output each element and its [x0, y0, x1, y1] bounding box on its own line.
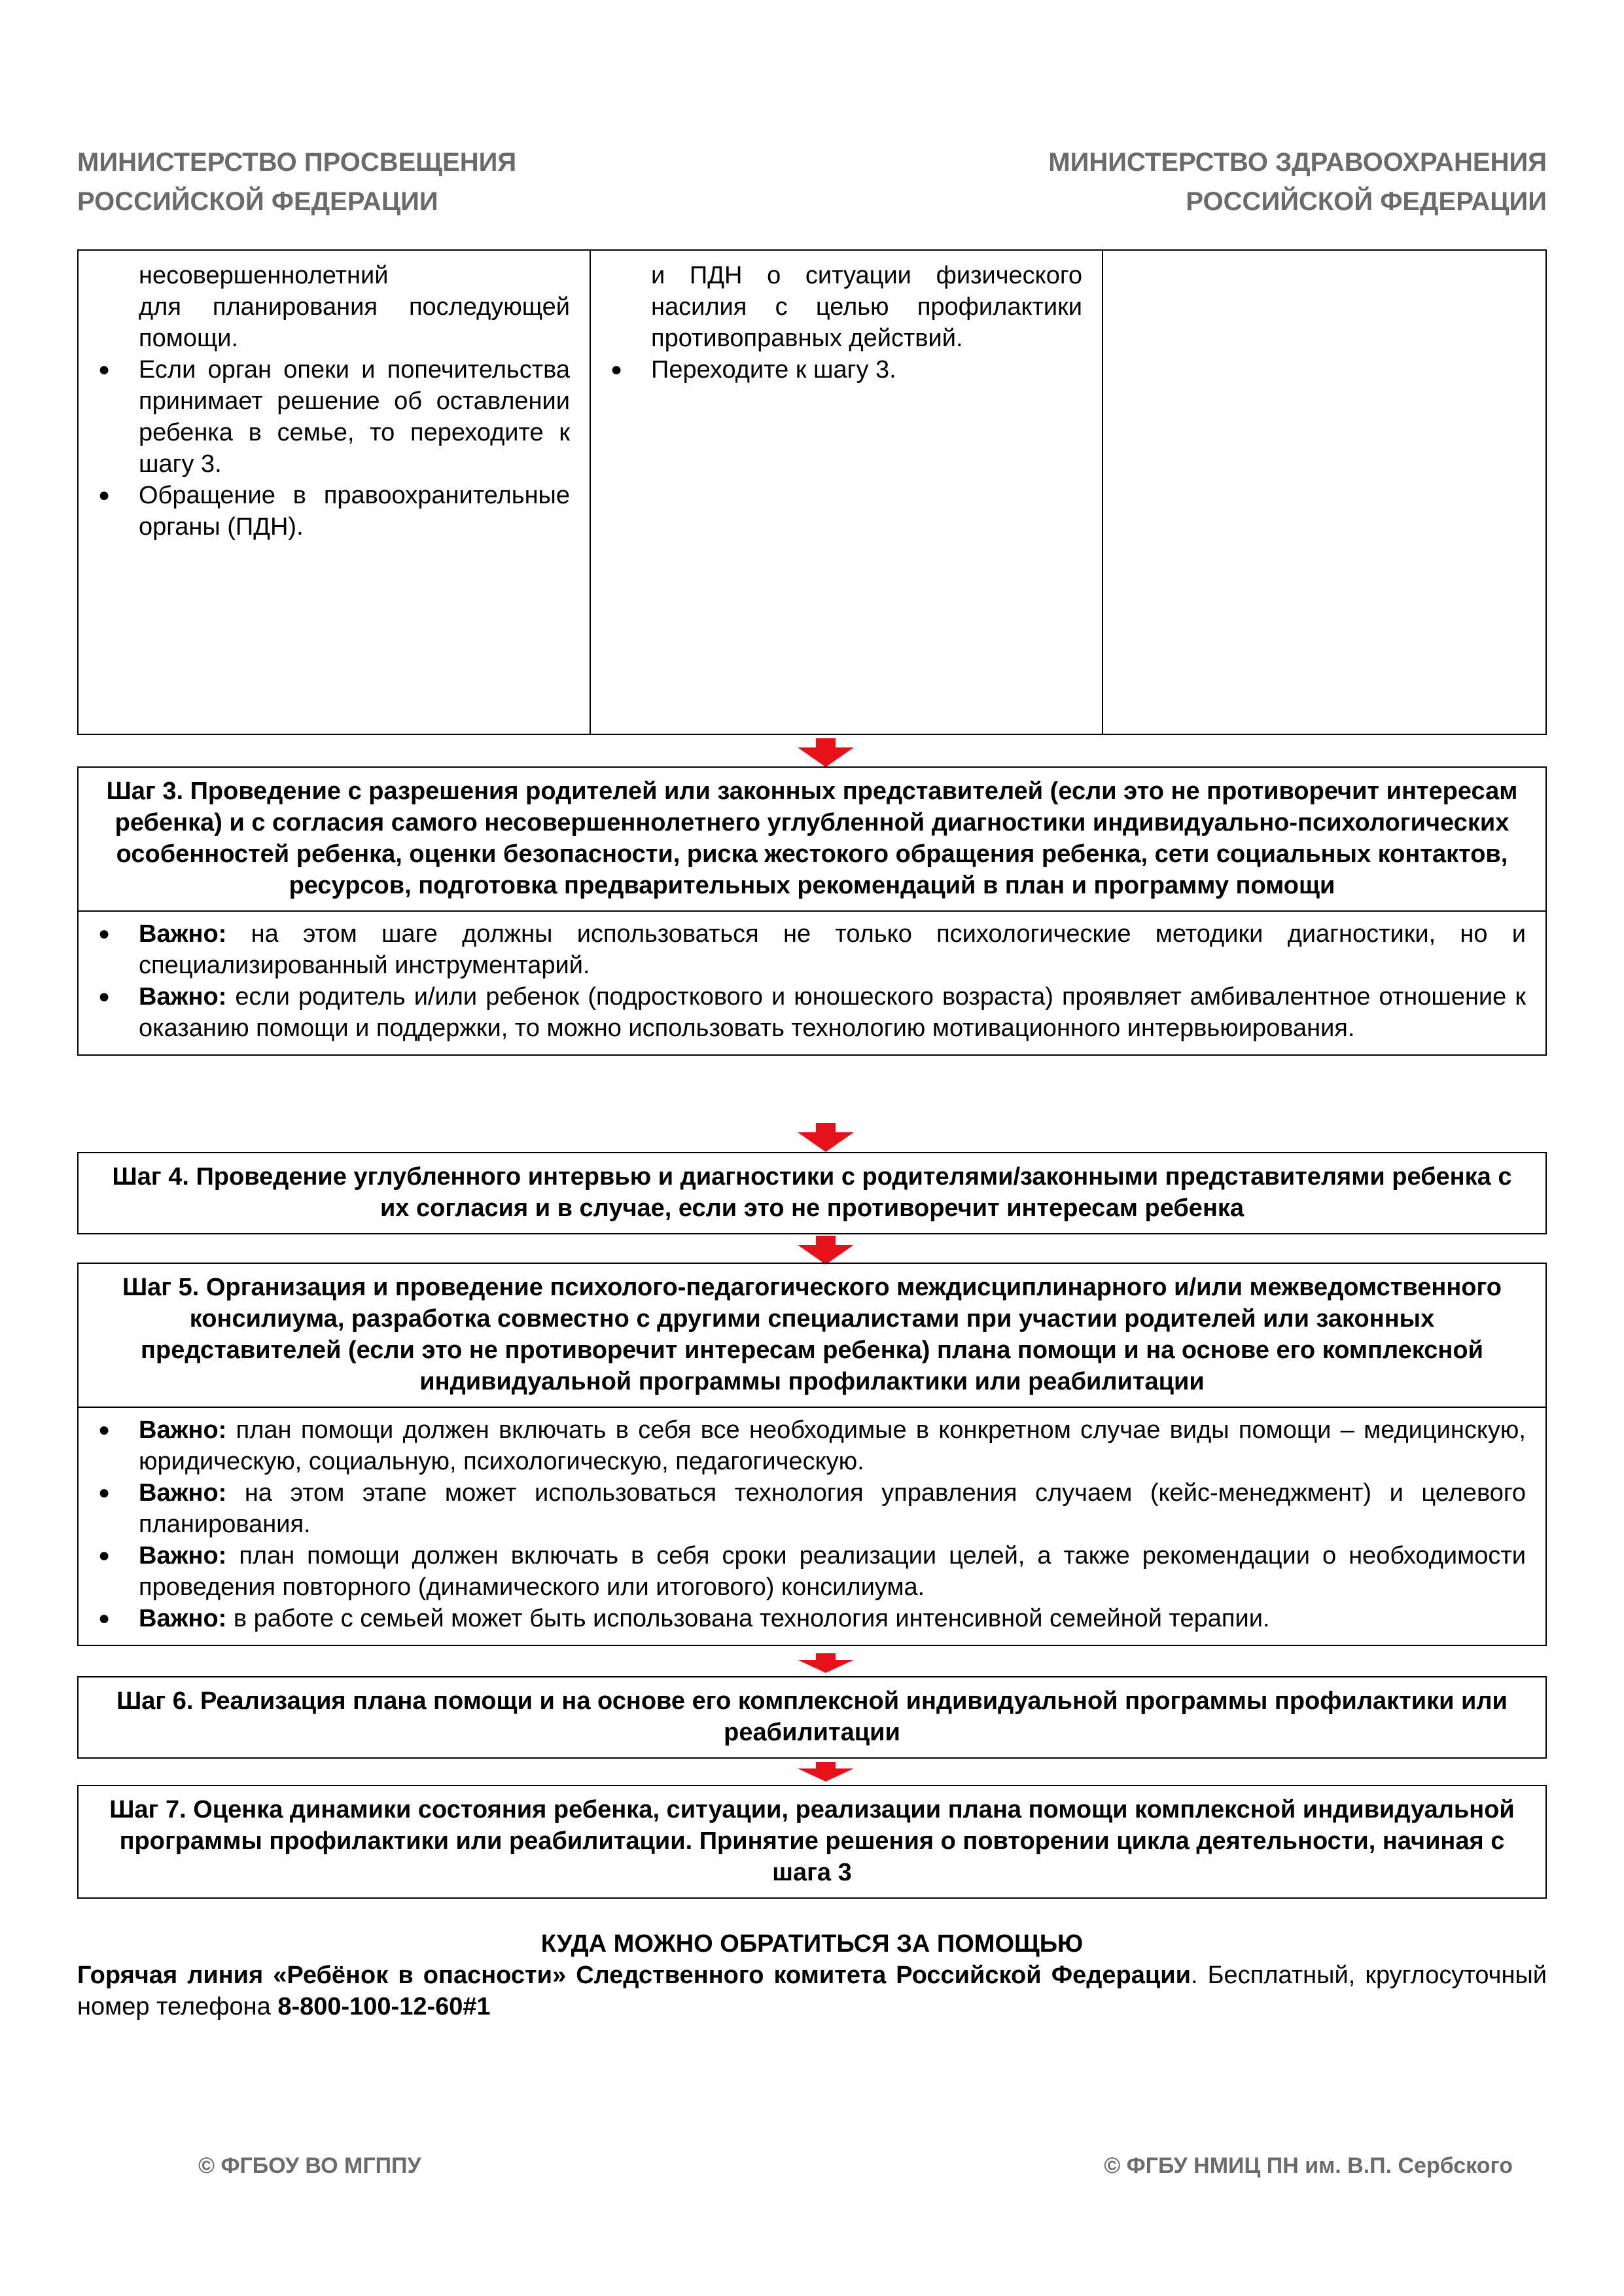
step-7-box — [77, 1785, 1547, 1899]
important-label: Важно: — [139, 1542, 227, 1570]
ministry-education-line1: МИНИСТЕРСТВО ПРОСВЕЩЕНИЯ — [77, 148, 517, 177]
ministry-health-line2: РОССИЙСКОЙ ФЕДЕРАЦИИ — [1186, 187, 1547, 216]
ministry-health-line1: МИНИСТЕРСТВО ЗДРАВООХРАНЕНИЯ — [1048, 148, 1547, 177]
hotline-name: Горячая линия «Ребёнок в опасности» Следственного комитета Российской Федерации — [77, 1962, 1191, 1989]
hotline-phone: 8-800-100-12-60#1 — [277, 1993, 491, 2020]
step-3-notes — [79, 910, 1545, 1054]
ministry-education-header — [77, 143, 516, 221]
note-text: на этом этапе может использоваться технология управления случаем (кейс-менеджмент) и целевого планирования. — [139, 1479, 1526, 1538]
table-column-3 — [1103, 251, 1545, 734]
important-label: Важно: — [139, 920, 227, 948]
down-arrow-icon — [798, 1653, 854, 1673]
step-3-box — [77, 766, 1547, 1056]
note-text: план помощи должен включать в себя сроки реализации целей, а также рекомендации о необходимости проведения повторного (динамического или итогового) консилиума. — [139, 1542, 1526, 1601]
important-label: Важно: — [139, 1416, 227, 1444]
table-column-2 — [591, 251, 1103, 734]
note-text: в работе с семьей может быть использована технология интенсивной семейной терапии. — [226, 1605, 1270, 1632]
list-item — [98, 918, 1526, 981]
step-3-title: Шаг 3. Проведение с разрешения родителей или законных представителей (если это не противоречит интересам ребенка) и с согласия самого несовершеннолетнего углубленной диагностики индивидуально-психологических особенностей ребенка, оценки безопасности, риска жестокого обращения ребенка, сети социальных контактов, ресурсов, подготовка предварительных рекомендаций в план и программу помощи — [106, 778, 1518, 899]
down-arrow-icon — [798, 738, 854, 767]
col2-list — [610, 354, 1082, 386]
step-6-title: Шаг 6. Реализация плана помощи и на основе его комплексной индивидуальной программы профилактики или реабилитации — [116, 1687, 1508, 1746]
table-column-1 — [79, 251, 591, 734]
note-text: если родитель и/или ребенок (подросткового и юношеского возраста) проявляет амбивалентное отношение к оказанию помощи и поддержки, то можно использовать технологию мотивационного интервьюирования. — [139, 983, 1526, 1042]
col1-cont-line2: для планирования последующей помощи. — [139, 293, 570, 352]
footer-right-copyright: © ФГБУ НМИЦ ПН им. В.П. Сербского — [1104, 2153, 1513, 2178]
step-6-box — [77, 1676, 1547, 1759]
step-7-title: Шаг 7. Оценка динамики состояния ребенка, ситуации, реализации плана помощи комплексной индивидуальной программы профилактики или реабилитации. Принятие решения о повторении цикла деятельности, начиная с шага 3 — [109, 1796, 1515, 1886]
col1-list — [98, 354, 570, 543]
list-item — [98, 1477, 1526, 1540]
hotline-paragraph — [77, 1960, 1547, 2022]
list-item: ● Переходите к шагу 3. — [610, 354, 1082, 386]
list-item — [98, 1603, 1526, 1634]
down-arrow-icon — [798, 1123, 854, 1152]
step-5-title: Шаг 5. Организация и проведение психолого-педагогического междисциплинарного и/или межведомственного консилиума, разработка совместно с другими специалистами при участии родителей или законных представителей (если это не противоречит интересам ребенка) плана помощи и на основе его комплексной индивидуальной программы профилактики или реабилитации — [122, 1274, 1502, 1395]
ministry-education-line2: РОССИЙСКОЙ ФЕДЕРАЦИИ — [77, 187, 438, 216]
ministry-health-header — [1048, 143, 1547, 221]
footer-left-copyright: © ФГБОУ ВО МГППУ — [198, 2153, 421, 2178]
list-item — [98, 1540, 1526, 1603]
step-5-notes — [79, 1407, 1545, 1645]
hotline-description: . Бесплатный, круглосуточный номер телефона — [77, 1962, 1547, 2020]
down-arrow-icon — [798, 1762, 854, 1782]
col2-cont-text: и ПДН о ситуации физического насилия с целью профилактики противоправных действий. — [651, 262, 1082, 352]
step-5-box — [77, 1263, 1547, 1646]
list-item: ● Обращение в правоохранительные органы (ПДН). — [98, 480, 570, 543]
down-arrow-icon — [798, 1236, 854, 1265]
help-section-title: КУДА МОЖНО ОБРАТИТЬСЯ ЗА ПОМОЩЬЮ — [540, 1930, 1084, 1958]
list-item: ● Если орган опеки и попечительства принимает решение об оставлении ребенка в семье, то переходите к шагу 3. — [98, 354, 570, 480]
step-4-title: Шаг 4. Проведение углубленного интервью и диагностики с родителями/законными представителями ребенка с их согласия и в случае, если это не противоречит интересам ребенка — [112, 1163, 1512, 1222]
important-label: Важно: — [139, 983, 227, 1011]
list-item — [98, 981, 1526, 1044]
col1-cont-line1: несовершеннолетний — [139, 262, 389, 289]
note-text: на этом шаге должны использоваться не только психологические методики диагностики, но и специализированный инструментарий. — [139, 920, 1526, 979]
important-label: Важно: — [139, 1605, 227, 1632]
continuation-table — [77, 249, 1547, 735]
step-4-box — [77, 1152, 1547, 1234]
important-label: Важно: — [139, 1479, 227, 1507]
list-item — [98, 1414, 1526, 1477]
note-text: план помощи должен включать в себя все необходимые в конкретном случае виды помощи – медицинскую, юридическую, социальную, психологическую, педагогическую. — [139, 1416, 1526, 1475]
